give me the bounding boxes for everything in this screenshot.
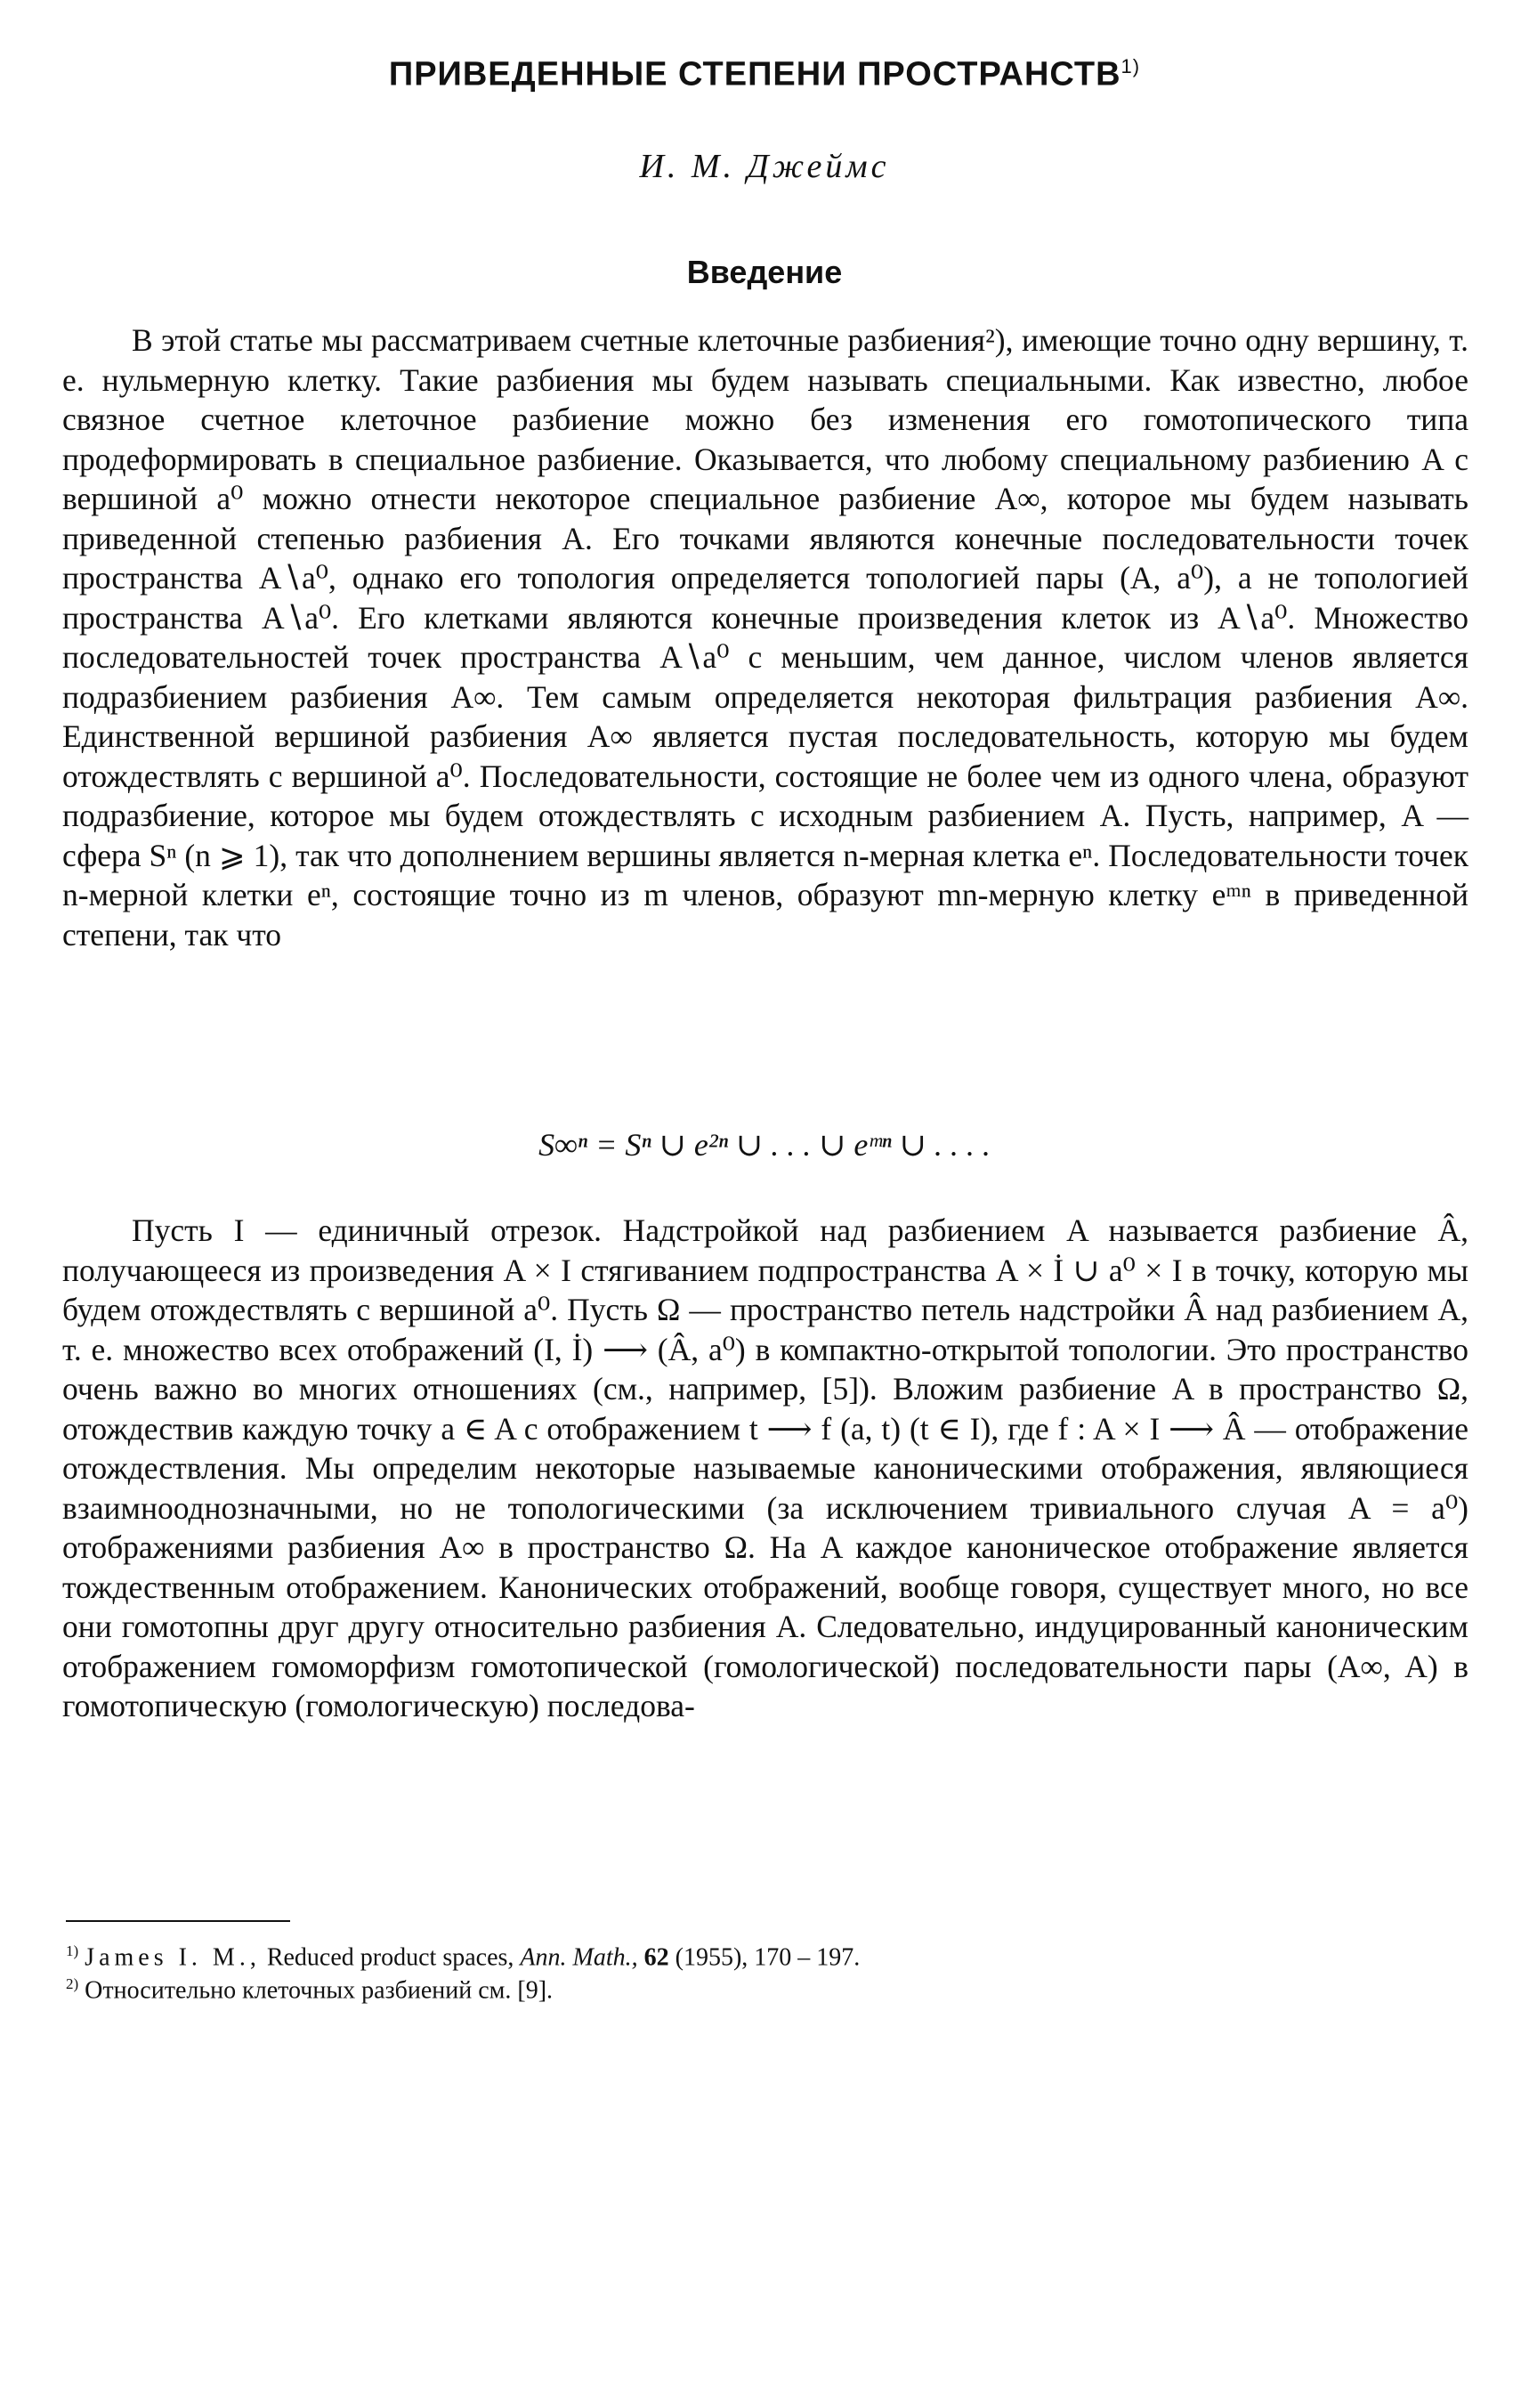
section-heading: Введение	[686, 254, 843, 290]
title-footnote-mark: 1)	[1120, 55, 1141, 77]
footnote-2	[66, 1969, 553, 2006]
footnote-1-author: James I. M.,	[85, 1943, 261, 1972]
title-text: ПРИВЕДЕННЫЕ СТЕПЕНИ ПРОСТРАНСТВ	[388, 55, 1121, 93]
footnote-1-journal: Ann. Math.,	[520, 1943, 638, 1972]
footnote-2-mark: 2)	[66, 1975, 79, 1992]
paper-title	[0, 55, 1529, 94]
footnote-1-pages: (1955), 170 – 197.	[675, 1943, 861, 1972]
display-formula: S∞ⁿ = Sⁿ ∪ e²ⁿ ∪ . . . ∪ eᵐⁿ ∪ . . . .	[538, 1127, 991, 1163]
footnote-rule	[66, 1920, 290, 1922]
footnote-1-mark: 1)	[66, 1942, 79, 1959]
footnote-1-volume: 62	[643, 1943, 669, 1972]
author: И. М. Джеймс	[639, 148, 890, 185]
paragraph-1	[62, 320, 1468, 954]
paragraph-2	[62, 1211, 1468, 1726]
paragraph-1-text: В этой статье мы рассматриваем счетные клеточные разбиения²), имеющие точно одну вершину, т. е. нульмерную клетку. Такие разбиения мы будем называть специальными. Как известно, любое связное счетное клеточное разбиение можно без изменения его гомотопического типа продеформировать в специальное разбиение. Оказывается, что любому специальному разбиению A с вершиной a⁰ можно отнести некоторое специальное разбиение A∞, которое мы будем называть приведенной степенью разбиения A. Его точками являются конечные последовательности точек пространства A∖a⁰, однако его топология определяется топологией пары (A, a⁰), а не топологией пространства A∖a⁰. Его клетками являются конечные произведения клеток из A∖a⁰. Множество последовательностей точек пространства A∖a⁰ с меньшим, чем данное, числом членов является подразбиением разбиения A∞. Тем самым определяется некоторая фильтрация разбиения A∞. Единственной вершиной разбиения A∞ является пустая последовательность, которую мы будем отождествлять с вершиной a⁰. Последовательности, состоящие не более чем из одного члена, образуют подразбиение, которое мы будем отождествлять с исходным разбиением A. Пусть, например, A — сфера Sⁿ (n ⩾ 1), так что дополнением вершины является n-мерная клетка eⁿ. Последовательности точек n-мерной клетки eⁿ, состоящие точно из m членов, образуют mn-мерную клетку eᵐⁿ в приведенной степени, так что	[62, 322, 1468, 953]
footnote-1	[66, 1936, 860, 1973]
paragraph-2-text: Пусть I — единичный отрезок. Надстройкой над разбиением A называется разбиение Â, получающееся из произведения A × I стягиванием подпространства A × İ ∪ a⁰ × I в точку, которую мы будем отождествлять с вершиной a⁰. Пусть Ω — пространство петель надстройки Â над разбиением A, т. е. множество всех отображений (I, İ) ⟶ (Â, a⁰) в компактно-открытой топологии. Это пространство очень важно во многих отношениях (см., например, [5]). Вложим разбиение A в пространство Ω, отождествив каждую точку a ∈ A с отображением t ⟶ f (a, t) (t ∈ I), где f : A × I ⟶ Â — отображение отождествления. Мы определим некоторые называемые каноническими отображения, являющиеся взаимнооднозначными, но не топологическими (за исключением тривиального случая A = a⁰) отображениями разбиения A∞ в пространство Ω. На A каждое каноническое отображение является тождественным отображением. Канонических отображений, вообще говоря, существует много, но все они гомотопны друг другу относительно разбиения A. Следовательно, индуцированный каноническим отображением гомоморфизм гомотопической (гомологической) последовательности пары (A∞, A) в гомотопическую (гомологическую) последова-	[62, 1212, 1468, 1723]
footnote-2-text: Относительно клеточных разбиений см. [9].	[85, 1976, 554, 2005]
footnote-1-title: Reduced product spaces,	[266, 1943, 514, 1972]
